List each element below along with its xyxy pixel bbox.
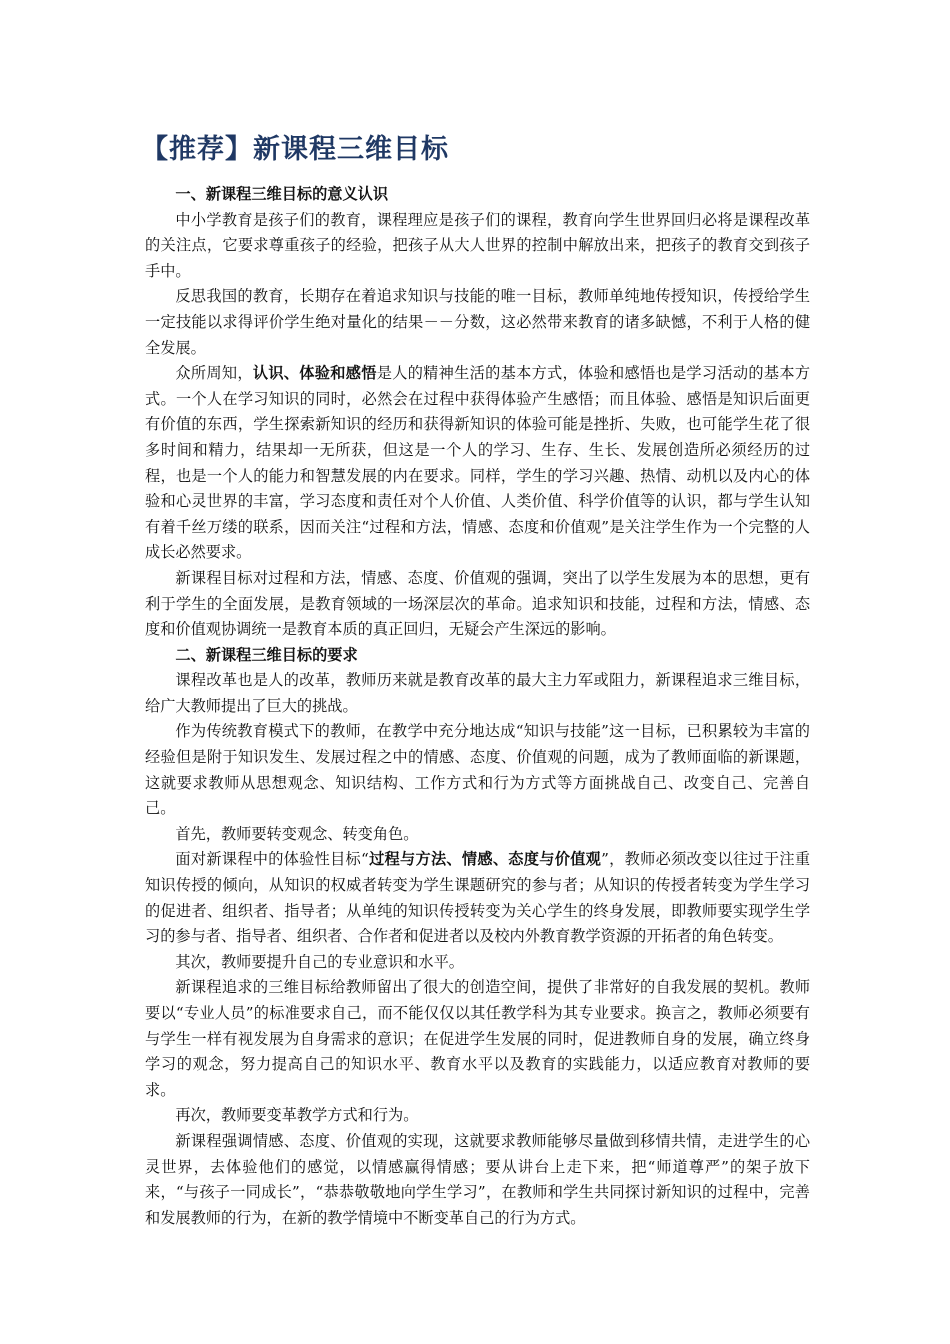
- paragraph: 作为传统教育模式下的教师，在教学中充分地达成“知识与技能”这一目标，已积累较为丰富的经验但是附于知识发生、发展过程之中的情感、态度、价值观的问题，成为了教师面临的新课题，这就要求教师从思想观念、知识结构、工作方式和行为方式等方面挑战自己、改变自己、完善自己。: [145, 722, 810, 818]
- paragraph: 再次，教师要变革教学方式和行为。: [175, 1106, 419, 1125]
- document-page: [141, 128, 811, 1231]
- paragraph: 反思我国的教育，长期存在着追求知识与技能的唯一目标，教师单纯地传授知识，传授给学生一定技能以求得评价学生绝对量化的结果－－分数，这必然带来教育的诸多缺憾，不利于人格的健全发展。: [145, 287, 810, 357]
- bold-phrase: 认识、体验和感悟: [252, 364, 377, 383]
- paragraph: [145, 361, 810, 566]
- section-heading: 一、新课程三维目标的意义认识: [175, 185, 389, 203]
- paragraph: 新课程追求的三维目标给教师留出了很大的创造空间，提供了非常好的自我发展的契机。教师要以“专业人员”的标准要求自己，而不能仅仅以其任教学科为其专业要求。换言之，教师必须要有与学生一样有视发展为自身需求的意识；在促进学生发展的同时，促进教师自身的发展，确立终身学习的观念，努力提高自己的知识水平、教育水平以及教育的实践能力，以适应教育对教师的要求。: [145, 978, 810, 1099]
- paragraph-text: 众所周知，: [175, 364, 253, 383]
- paragraph: 首先，教师要转变观念、转变角色。: [175, 824, 419, 843]
- paragraph: 新课程强调情感、态度、价值观的实现，这就要求教师能够尽量做到移情共情，走进学生的心灵世界，去体验他们的感觉，以情感赢得情感；要从讲台上走下来，把“师道尊严”的架子放下来，“与孩子一同成长”，“恭恭敬敬地向学生学习”，在教师和学生共同探讨新知识的过程中，完善和发展教师的行为，在新的教学情境中不断变革自己的行为方式。: [145, 1131, 810, 1227]
- document-title: 【推荐】新课程三维目标: [141, 134, 449, 165]
- paragraph-text: ”，教师必须改变以往过于注重知识传授的倾向，从知识的权威者转变为学生课题研究的参与者；从知识的传授者转变为学生学习的促进者、组织者、指导者；从单纯的知识传授转变为关心学生的终身发展，即教师要实现学生学习的参与者、指导者、组织者、合作者和促进者以及校内外教育教学资源的开拓者的角色转变。: [145, 850, 811, 946]
- paragraph: 新课程目标对过程和方法，情感、态度、价值观的强调，突出了以学生发展为本的思想，更有利于学生的全面发展，是教育领域的一场深层次的革命。追求知识和技能，过程和方法，情感、态度和价值观协调统一是教育本质的真正回归，无疑会产生深远的影响。: [145, 568, 810, 639]
- bold-phrase: 过程与方法、情感、态度与价值观: [368, 850, 602, 869]
- paragraph: 中小学教育是孩子们的教育，课程理应是孩子们的课程，教育向学生世界回归必将是课程改革的关注点，它要求尊重孩子的经验，把孩子从大人世界的控制中解放出来，把孩子的教育交到孩子手中。: [145, 210, 810, 280]
- paragraph: 其次，教师要提升自己的专业意识和水平。: [175, 952, 464, 971]
- paragraph: 课程改革也是人的改革，教师历来就是教育改革的最大主力军或阻力，新课程追求三维目标，给广大教师提出了巨大的挑战。: [145, 671, 810, 715]
- section-heading: 二、新课程三维目标的要求: [175, 645, 358, 664]
- paragraph: [145, 847, 810, 949]
- paragraph-text: 面对新课程中的体验性目标“: [175, 850, 369, 869]
- paragraph-text: 是人的精神生活的基本方式，体验和感悟也是学习活动的基本方式。一个人在学习知识的同时，必然会在过程中获得体验产生感悟；而且体验、感悟是知识后面更有价值的东西，学生探索新知识的经历和获得新知识的体验可能是挫折、失败，也可能学生花了很多时间和精力，结果却一无所获，但这是一个人的学习、生存、生长、发展创造所必须经历的过程，也是一个人的能力和智慧发展的内在要求。同样，学生的学习兴趣、热情、动机以及内心的体验和心灵世界的丰富，学习态度和责任对个人价值、人类价值、科学价值等的认识，都与学生认知有着千丝万缕的联系，因而关注“过程和方法，情感、态度和价值观”是关注学生作为一个完整的人成长必然要求。: [145, 364, 811, 562]
